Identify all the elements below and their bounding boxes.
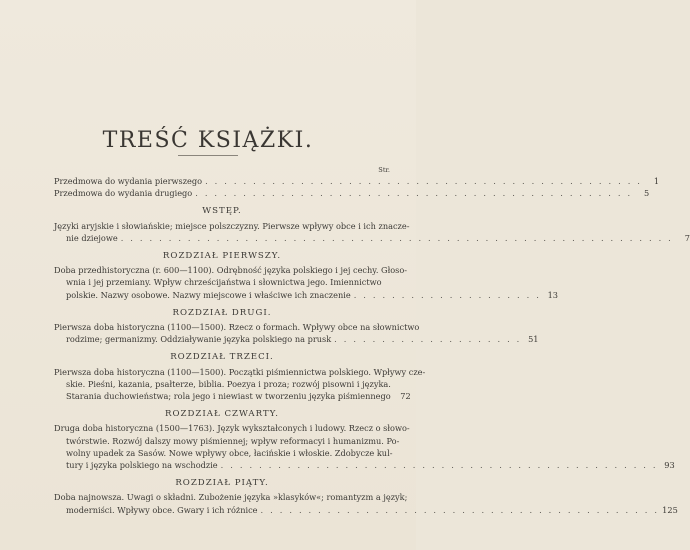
toc-entry-wstep[interactable] xyxy=(54,220,690,244)
toc-entry-line: Doba najnowsza. Uwagi o składni. Zubożenie języka »klasyków«; romantyzm a język; xyxy=(54,492,408,503)
toc-entry-chapter-3[interactable] xyxy=(54,366,426,403)
toc-entry-line: Doba przedhistoryczna (r. 600—1100). Odrębność języka polskiego i jej cechy. Głoso- xyxy=(54,265,408,276)
toc-page-number: 125 xyxy=(662,504,678,515)
toc-page-number: 13 xyxy=(547,289,559,300)
section-heading-wstep: WSTĘP. xyxy=(202,206,242,217)
table-of-contents xyxy=(54,166,690,516)
toc-entry-line: moderniści. Wpływy obce. Gwary i ich różnice xyxy=(66,504,258,515)
toc-entry-line: wnia i jej przemiany. Wpływ chrześcijaństwa i słownictwa jego. Imiennictwo xyxy=(66,277,382,288)
toc-entry-line: Druga doba historyczna (1500—1763). Język wykształconych i ludowy. Rzecz o słowo- xyxy=(54,423,410,434)
toc-entry-text: Przedmowa do wydania drugiego xyxy=(54,188,193,199)
leader-dots: . . . . . . . . . . . . . . . . . . . . . . . . . . . . . . . . . . . . . . . . . . . . . . . . . . . . . . . . . . xyxy=(120,232,673,243)
title-rule xyxy=(178,155,238,156)
toc-page-number: 7 xyxy=(684,232,690,243)
toc-entry-line: wolny upadek za Sasów. Nowe wpływy obce, łacińskie i włoskie. Zdobycze kul- xyxy=(66,447,393,458)
leader-dots: . . . . . . . . . . . . . . . . . . . . . . . . . . . . . . . . . . . . . . . . . . . . . . xyxy=(220,460,658,471)
toc-entry-line: skie. Pieśni, kazania, psałterze, biblia. Poezya i proza; rozwój pisowni i języka. xyxy=(66,378,391,389)
page-title: TREŚĆ KSIĄŻKI. xyxy=(102,128,314,153)
toc-entry-chapter-5[interactable] xyxy=(54,491,678,515)
section-heading-chapter-2: ROZDZIAŁ DRUGI. xyxy=(172,307,272,318)
leader-dots: . . . . . . . . . . . . . . . . . . . . xyxy=(334,334,522,345)
section-heading-chapter-5: ROZDZIAŁ PIĄTY. xyxy=(175,478,269,489)
section-heading-chapter-4: ROZDZIAŁ CZWARTY. xyxy=(165,409,279,420)
leader-dots: . . . . . . . . . . . . . . . . . . . . . . . . . . . . . . . . . . . . . . . . . . . . . . xyxy=(205,176,643,186)
toc-entry-preface-2[interactable] xyxy=(54,187,650,199)
leader-dots: . . . . . . . . . . . . . . . . . . . . . . . . . . . . . . . . . . . . . . . . . . xyxy=(260,504,660,515)
toc-entry-line: rodzime; germanizmy. Oddziaływanie języka polskiego na prusk xyxy=(66,334,332,345)
section-heading-chapter-1: ROZDZIAŁ PIERWSZY. xyxy=(162,251,282,262)
toc-entry-chapter-2[interactable] xyxy=(54,321,539,345)
toc-entry-line: tury i języka polskiego na wschodzie xyxy=(66,460,218,471)
toc-page-number: 93 xyxy=(664,460,675,471)
toc-entry-line: Starania duchowieństwa; rola jego i niewiast w tworzeniu języka piśmiennego xyxy=(66,391,391,402)
toc-entry-chapter-1[interactable] xyxy=(54,264,559,301)
toc-entry-line: Pierwsza doba historyczna (1100—1500). Rzecz o formach. Wpływy obce na słownictwo xyxy=(54,322,420,333)
toc-page-number: 5 xyxy=(644,188,650,199)
section-heading-chapter-3: ROZDZIAŁ TRZECI. xyxy=(170,352,274,363)
toc-entry-preface-1[interactable] xyxy=(54,175,660,187)
leader-dots: . . . . . . . . . . . . . . . . . . . . . . . . . . . . . . . . . . . . . . . . . . . . . . xyxy=(195,188,633,199)
toc-entry-chapter-4[interactable] xyxy=(54,422,675,471)
toc-page-number: 51 xyxy=(528,334,539,345)
toc-entry-line: twórstwie. Rozwój dalszy mowy piśmiennej; wpływ reformacyi i humanizmu. Po- xyxy=(66,435,400,446)
toc-page-number: 72 xyxy=(400,391,411,402)
toc-entry-text: Przedmowa do wydania pierwszego xyxy=(54,176,203,186)
toc-entry-line: nie dziejowe xyxy=(66,232,118,243)
toc-entry-line: Pierwsza doba historyczna (1100—1500). Początki piśmiennictwa polskiego. Wpływy cze- xyxy=(54,366,426,377)
toc-entry-line: Języki aryjskie i słowiańskie; miejsce polszczyzny. Pierwsze wpływy obce i ich znacze- xyxy=(54,220,410,231)
leader-dots: . . . . . . . . . . . . . . . . . . . . xyxy=(353,289,542,300)
toc-page-number: 1 xyxy=(653,176,660,186)
page-column-header: Str. xyxy=(378,166,390,174)
toc-entry-line: polskie. Nazwy osobowe. Nazwy miejscowe i właściwe ich znaczenie xyxy=(66,289,351,300)
